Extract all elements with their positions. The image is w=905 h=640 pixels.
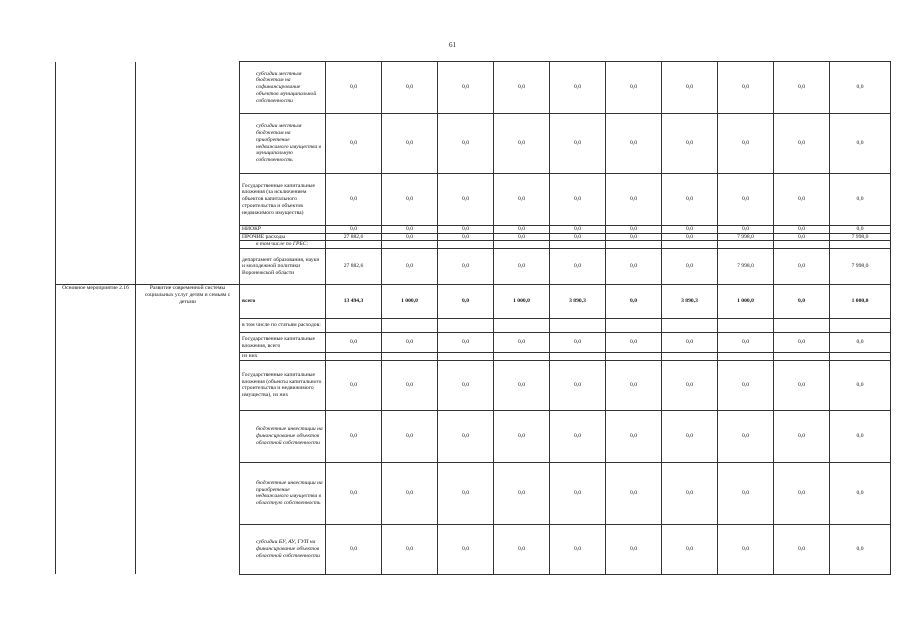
value-cell: 0,0 — [326, 410, 382, 462]
value-cell: 0,0 — [718, 462, 774, 524]
value-cell: 0,0 — [494, 410, 550, 462]
value-cell: 0,0 — [438, 462, 494, 524]
event-name: Развитие современной системы социальных услуг детям и семьям с детьми — [136, 285, 240, 319]
empty-cell — [136, 524, 240, 574]
top_rows-row — [56, 62, 891, 114]
row-label: в том числе по ГРБС: — [240, 241, 326, 249]
value-cell — [382, 241, 438, 249]
top_rows-row — [56, 174, 891, 226]
value-cell — [326, 319, 382, 333]
value-cell: 0,0 — [774, 249, 830, 285]
empty-cell — [136, 241, 240, 249]
row-label: департамент образования, науки и молодежной политики Воронежской области — [240, 249, 326, 285]
value-cell: 0,0 — [550, 249, 606, 285]
value-cell: 0,0 — [438, 410, 494, 462]
empty-cell — [56, 174, 136, 226]
empty-cell — [56, 353, 136, 361]
value-cell: 0,0 — [494, 249, 550, 285]
value-cell: 0,0 — [550, 114, 606, 174]
value-cell — [438, 241, 494, 249]
value-cell: 0,0 — [382, 360, 438, 410]
value-cell: 0,0 — [494, 524, 550, 574]
row-label: субсидии местным бюджетам на приобретение недвижимого имущества в муниципальную собственность — [240, 114, 326, 174]
value-cell — [494, 241, 550, 249]
value-cell — [830, 241, 891, 249]
value-cell: 0,0 — [494, 226, 550, 234]
value-cell: 0,0 — [606, 462, 662, 524]
bottom_rows-row — [56, 360, 891, 410]
top_rows-row — [56, 226, 891, 234]
value-cell: 0,0 — [718, 174, 774, 226]
value-cell — [326, 241, 382, 249]
value-cell: 0,0 — [382, 114, 438, 174]
bottom_rows-row — [56, 319, 891, 333]
value-cell: 0,0 — [774, 285, 830, 319]
value-cell: 0,0 — [382, 410, 438, 462]
bottom_rows-row — [56, 524, 891, 574]
value-cell — [550, 353, 606, 361]
value-cell — [326, 353, 382, 361]
value-cell: 0,0 — [438, 62, 494, 114]
value-cell: 7 998,0 — [830, 233, 891, 241]
value-cell: 0,0 — [830, 360, 891, 410]
empty-cell — [56, 524, 136, 574]
value-cell: 0,0 — [494, 174, 550, 226]
value-cell: 0,0 — [606, 360, 662, 410]
value-cell: 3 890,3 — [550, 285, 606, 319]
value-cell: 0,0 — [494, 62, 550, 114]
empty-cell — [136, 233, 240, 241]
top_rows-row — [56, 114, 891, 174]
value-cell: 0,0 — [438, 249, 494, 285]
value-cell: 0,0 — [438, 333, 494, 353]
value-cell: 0,0 — [662, 360, 718, 410]
value-cell: 0,0 — [494, 462, 550, 524]
empty-cell — [56, 410, 136, 462]
value-cell — [606, 319, 662, 333]
top_rows-row — [56, 241, 891, 249]
value-cell: 0,0 — [550, 233, 606, 241]
page-number: 61 — [449, 41, 456, 49]
value-cell: 0,0 — [774, 114, 830, 174]
value-cell: 0,0 — [718, 524, 774, 574]
bottom_rows-row — [56, 353, 891, 361]
value-cell: 0,0 — [438, 174, 494, 226]
value-cell: 0,0 — [494, 233, 550, 241]
value-cell: 0,0 — [326, 360, 382, 410]
value-cell: 0,0 — [718, 226, 774, 234]
value-cell — [830, 353, 891, 361]
value-cell: 0,0 — [382, 249, 438, 285]
value-cell: 0,0 — [550, 410, 606, 462]
value-cell: 0,0 — [438, 114, 494, 174]
value-cell: 0,0 — [606, 524, 662, 574]
value-cell — [662, 319, 718, 333]
value-cell — [606, 241, 662, 249]
bottom_rows-row — [56, 285, 891, 319]
value-cell: 0,0 — [830, 524, 891, 574]
value-cell: 0,0 — [438, 285, 494, 319]
empty-cell — [136, 249, 240, 285]
row-label: бюджетные инвестиции на финансирование объектов областной собственности — [240, 410, 326, 462]
value-cell: 0,0 — [606, 226, 662, 234]
value-cell: 0,0 — [774, 524, 830, 574]
value-cell: 0,0 — [606, 285, 662, 319]
value-cell — [718, 353, 774, 361]
value-cell: 0,0 — [382, 62, 438, 114]
value-cell: 0,0 — [774, 360, 830, 410]
empty-cell — [56, 319, 136, 333]
value-cell: 0,0 — [774, 233, 830, 241]
value-cell: 0,0 — [718, 62, 774, 114]
value-cell: 0,0 — [326, 174, 382, 226]
value-cell: 0,0 — [606, 62, 662, 114]
value-cell: 0,0 — [830, 333, 891, 353]
value-cell: 0,0 — [830, 174, 891, 226]
value-cell: 0,0 — [830, 226, 891, 234]
value-cell — [662, 353, 718, 361]
row-label: Государственные капитальные вложения (за исключением объектов капитального строительства и объектов недвижимого имущества) — [240, 174, 326, 226]
value-cell — [438, 319, 494, 333]
empty-cell — [136, 319, 240, 333]
value-cell: 0,0 — [494, 360, 550, 410]
value-cell: 0,0 — [550, 62, 606, 114]
empty-cell — [136, 226, 240, 234]
value-cell — [774, 319, 830, 333]
value-cell: 0,0 — [830, 410, 891, 462]
value-cell — [774, 353, 830, 361]
empty-cell — [56, 233, 136, 241]
empty-cell — [136, 353, 240, 361]
value-cell: 0,0 — [662, 233, 718, 241]
value-cell: 0,0 — [382, 333, 438, 353]
row-label: из них — [240, 353, 326, 361]
value-cell: 0,0 — [606, 174, 662, 226]
value-cell: 0,0 — [662, 410, 718, 462]
value-cell: 0,0 — [662, 174, 718, 226]
row-label: всего — [240, 285, 326, 319]
value-cell: 0,0 — [550, 333, 606, 353]
value-cell: 0,0 — [662, 226, 718, 234]
value-cell: 0,0 — [382, 462, 438, 524]
value-cell: 0,0 — [550, 524, 606, 574]
value-cell: 0,0 — [606, 233, 662, 241]
value-cell: 0,0 — [382, 524, 438, 574]
value-cell: 0,0 — [774, 62, 830, 114]
value-cell: 0,0 — [494, 114, 550, 174]
value-cell: 0,0 — [606, 114, 662, 174]
value-cell: 0,0 — [606, 333, 662, 353]
value-cell: 0,0 — [326, 333, 382, 353]
value-cell: 0,0 — [718, 360, 774, 410]
value-cell: 0,0 — [382, 233, 438, 241]
bottom_rows-row — [56, 462, 891, 524]
empty-cell — [56, 62, 136, 114]
value-cell: 0,0 — [438, 226, 494, 234]
row-label: Государственные капитальные вложения (объекты капитального строительства и недвижимого имущества), из них — [240, 360, 326, 410]
value-cell — [662, 241, 718, 249]
empty-cell — [56, 241, 136, 249]
value-cell: 0,0 — [382, 174, 438, 226]
value-cell — [438, 353, 494, 361]
empty-cell — [56, 249, 136, 285]
empty-cell — [136, 410, 240, 462]
value-cell: 27 882,6 — [326, 233, 382, 241]
value-cell: 0,0 — [382, 226, 438, 234]
value-cell: 0,0 — [718, 114, 774, 174]
empty-cell — [136, 62, 240, 114]
value-cell: 0,0 — [830, 114, 891, 174]
empty-cell — [136, 174, 240, 226]
value-cell: 0,0 — [326, 226, 382, 234]
value-cell — [382, 353, 438, 361]
value-cell: 0,0 — [662, 249, 718, 285]
value-cell: 0,0 — [438, 360, 494, 410]
value-cell: 0,0 — [774, 226, 830, 234]
value-cell — [718, 319, 774, 333]
empty-cell — [56, 462, 136, 524]
value-cell: 0,0 — [550, 226, 606, 234]
value-cell — [830, 319, 891, 333]
value-cell: 0,0 — [326, 524, 382, 574]
event-code: Основное мероприятие 2.16 — [56, 285, 136, 319]
bottom_rows-row — [56, 333, 891, 353]
value-cell: 7 998,0 — [718, 249, 774, 285]
row-label: НИОКР — [240, 226, 326, 234]
value-cell: 7 998,0 — [830, 249, 891, 285]
value-cell — [718, 241, 774, 249]
empty-cell — [136, 333, 240, 353]
value-cell: 0,0 — [606, 410, 662, 462]
value-cell: 0,0 — [550, 360, 606, 410]
value-cell: 0,0 — [438, 233, 494, 241]
value-cell: 0,0 — [438, 524, 494, 574]
row-label: в том числе по статьям расходов: — [240, 319, 326, 333]
value-cell — [494, 353, 550, 361]
empty-cell — [136, 360, 240, 410]
value-cell: 0,0 — [774, 333, 830, 353]
row-label: ПРОЧИЕ расходы — [240, 233, 326, 241]
empty-cell — [136, 462, 240, 524]
empty-cell — [56, 226, 136, 234]
value-cell: 1 000,0 — [494, 285, 550, 319]
empty-cell — [56, 333, 136, 353]
value-cell: 0,0 — [662, 524, 718, 574]
top_rows-row — [56, 249, 891, 285]
value-cell: 0,0 — [550, 174, 606, 226]
value-cell — [382, 319, 438, 333]
value-cell: 0,0 — [662, 114, 718, 174]
value-cell: 0,0 — [718, 410, 774, 462]
value-cell: 0,0 — [662, 462, 718, 524]
value-cell — [606, 353, 662, 361]
value-cell: 0,0 — [774, 462, 830, 524]
value-cell: 13 494,3 — [326, 285, 382, 319]
value-cell: 27 882,6 — [326, 249, 382, 285]
value-cell — [774, 241, 830, 249]
empty-cell — [56, 360, 136, 410]
value-cell: 0,0 — [494, 333, 550, 353]
value-cell: 0,0 — [326, 62, 382, 114]
value-cell: 1 000,0 — [718, 285, 774, 319]
value-cell: 0,0 — [606, 249, 662, 285]
value-cell: 0,0 — [662, 62, 718, 114]
value-cell: 0,0 — [550, 462, 606, 524]
value-cell: 3 890,3 — [662, 285, 718, 319]
value-cell: 0,0 — [830, 462, 891, 524]
value-cell — [494, 319, 550, 333]
top_rows-row — [56, 233, 891, 241]
value-cell: 1 000,0 — [830, 285, 891, 319]
bottom_rows-row — [56, 410, 891, 462]
empty-cell — [136, 114, 240, 174]
row-label: Государственные капитальные вложения, всего — [240, 333, 326, 353]
value-cell — [550, 319, 606, 333]
value-cell: 1 000,0 — [382, 285, 438, 319]
value-cell — [550, 241, 606, 249]
value-cell: 0,0 — [326, 462, 382, 524]
value-cell: 0,0 — [326, 114, 382, 174]
value-cell: 7 998,0 — [718, 233, 774, 241]
value-cell: 0,0 — [774, 410, 830, 462]
value-cell: 0,0 — [718, 333, 774, 353]
row-label: субсидии местным бюджетам на софинансирование объектов муниципальной собственности — [240, 62, 326, 114]
row-label: субсидии БУ, АУ, ГУП на финансирование объектов областной собственности — [240, 524, 326, 574]
empty-cell — [56, 114, 136, 174]
value-cell: 0,0 — [774, 174, 830, 226]
table-body — [56, 62, 891, 575]
budget-table — [55, 61, 891, 575]
row-label: бюджетные инвестиции на приобретение недвижимого имущества в областную собственность — [240, 462, 326, 524]
value-cell: 0,0 — [662, 333, 718, 353]
value-cell: 0,0 — [830, 62, 891, 114]
